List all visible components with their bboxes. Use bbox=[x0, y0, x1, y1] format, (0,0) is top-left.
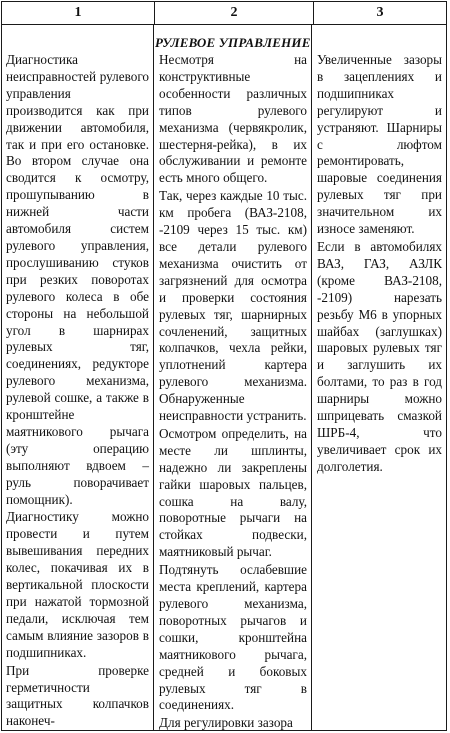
column-1-text bbox=[2, 25, 154, 730]
section-title: РУЛЕВОЕ УПРАВЛЕНИЕ bbox=[155, 35, 311, 50]
column-1-paragraph: Диагностика неисправностей рулевого управления производится как при движении автомобиля, так и при его остановке. Во втором случае она сводится к осмотру, прошупыванию в нижней части автомобиля систем рулевого управления, прослушиванию стуков при резких поворотах рулевого колеса в обе стороны на небольшой угол в шарнирах рулевых тяг, соединениях, редукторе рулевого механизма, рулевой сошке, а также в кронштейне маятникового рычага (эту операцию выполняют вдвоем – руль поворачивает помощник). bbox=[6, 52, 149, 507]
column-1-paragraph: При проверке герметичности защитных колпачков наконеч- bbox=[6, 662, 149, 729]
column-header-2: 2 bbox=[155, 2, 314, 24]
column-2-paragraph: Так, через каждые 10 тыс. км пробега (ВАЗ-2108, -2109 через 15 тыс. км) все детали рулевого механизма очистить от загрязнений для осмотра и проверки состояния рулевых тяг, шарнирных сочленений, защитных колпачков, чехла рейки, уплотнений картера рулевого механизма. Обнаруженные неисправности устранить. bbox=[159, 188, 307, 424]
column-header-3: 3 bbox=[376, 5, 384, 20]
column-3-paragraph: Увеличенные зазоры в зацеплениях и подшипниках регулируют и устраняют. Шарниры с люфтом ремонтировать, шаровые соединения рулевых тяг при значительном их износе заменяют. bbox=[317, 52, 442, 237]
column-2-paragraph: Осмотром определить, на месте ли шплинты, надежно ли закреплены гайки шаровых пальцев, сошка на валу, поворотные рычаги на стойках подвески, маятниковый рычаг. bbox=[159, 425, 307, 560]
column-2-paragraph: Несмотря на конструктивные особенности различных типов рулевого механизма (червякролик, шестерня-рейка), в их обслуживании и ремонте есть много общего. bbox=[159, 52, 307, 186]
column-1-paragraph: Диагностику можно провести и путем вывешивания передних колес, покачивая их в вертикальной плоскости при нажатой тормозной педали, исключая тем самым влияние зазоров в подшипниках. bbox=[6, 509, 149, 660]
column-3-text bbox=[312, 25, 446, 730]
column-2-paragraph: Подтянуть ослабевшие места креплений, картера рулевого механизма, поворотных рычагов и сошки, кронштейна маятникового рычага, средней и боковых рулевых тяг в соединениях. bbox=[159, 562, 307, 713]
column-2-paragraph: Для регулировки зазора bbox=[159, 715, 293, 730]
column-2-text bbox=[154, 25, 312, 730]
table-header-row bbox=[2, 2, 446, 25]
steering-diagnostics-table bbox=[1, 1, 447, 731]
table-body-row bbox=[2, 25, 446, 730]
column-header-1: 1 bbox=[2, 2, 155, 24]
column-3-paragraph: Если в автомобилях ВАЗ, ГАЗ, АЗЛК (кроме ВАЗ-2108, -2109) нарезать резьбу М6 в упорных шайбах (заглушках) шаровых рулевых тяг и заглушить их болтами, то раз в год шарниры можно шприцевать смазкой ШРБ-4, что увеличивает срок их долголетия. bbox=[317, 238, 442, 474]
